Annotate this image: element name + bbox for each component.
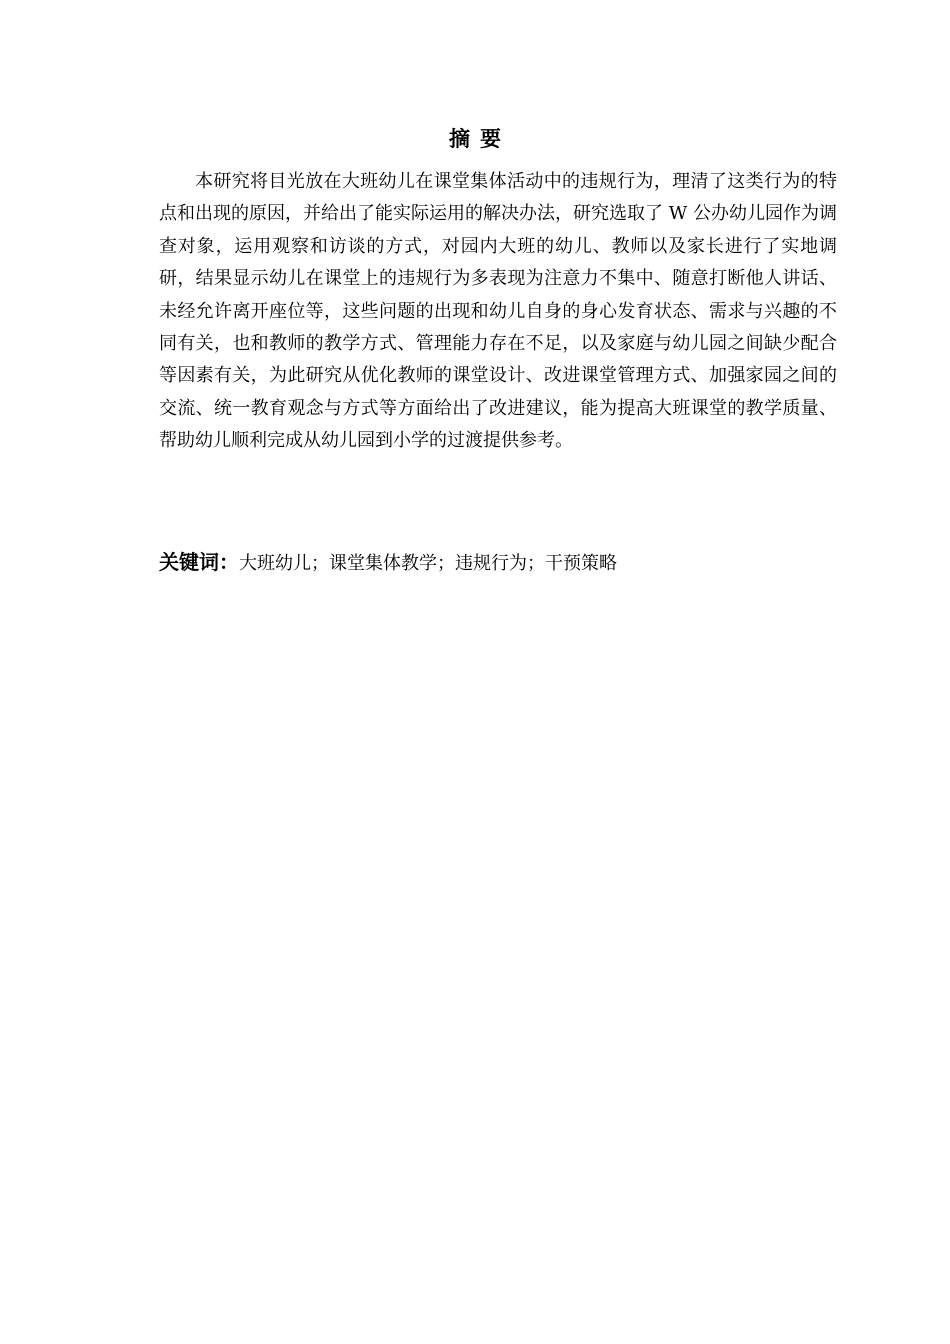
keywords-line <box>159 546 837 580</box>
abstract-body: 本研究将目光放在大班幼儿在课堂集体活动中的违规行为，理清了这类行为的特点和出现的原因，并给出了能实际运用的解决办法，研究选取了 W 公办幼儿园作为调查对象，运用观察和访谈的方式，对园内大班的幼儿、教师以及家长进行了实地调研，结果显示幼儿在课堂上的违规行为多表现为注意力不集中、随意打断他人讲话、未经允许离开座位等，这些问题的出现和幼儿自身的身心发育状态、需求与兴趣的不同有关，也和教师的教学方式、管理能力存在不足，以及家庭与幼儿园之间缺少配合等因素有关，为此研究从优化教师的课堂设计、改进课堂管理方式、加强家园之间的交流、统一教育观念与方式等方面给出了改进建议，能为提高大班课堂的教学质量、帮助幼儿顺利完成从幼儿园到小学的过渡提供参考。 <box>159 171 837 452</box>
keywords-items: 大班幼儿；课堂集体教学；违规行为；干预策略 <box>239 553 617 574</box>
abstract-title: 摘要 <box>449 127 511 151</box>
keywords-label: 关键词： <box>159 550 239 574</box>
